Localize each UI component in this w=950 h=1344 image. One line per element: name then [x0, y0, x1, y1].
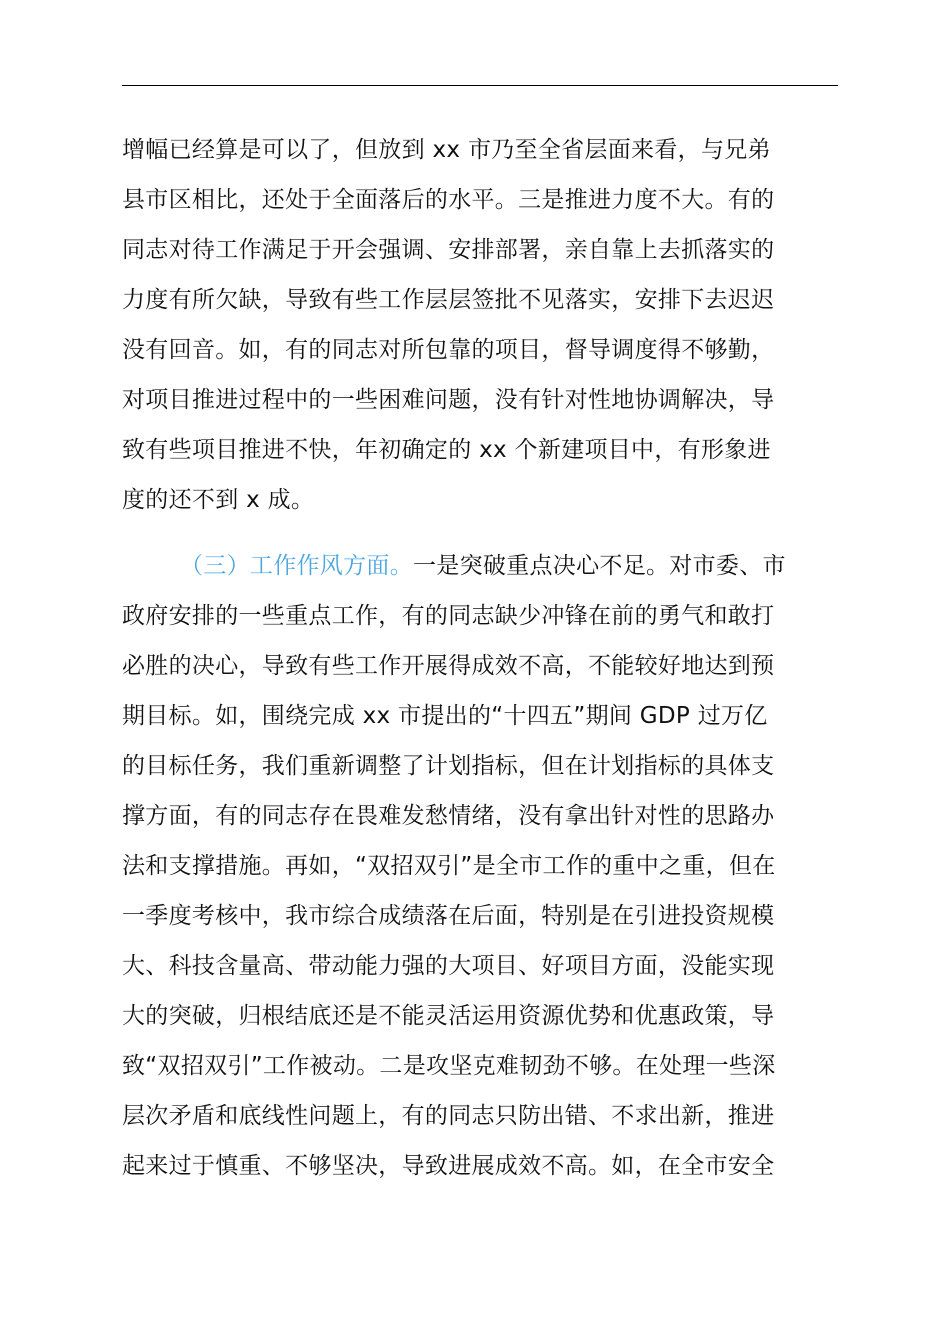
- text-line: 法和支撑措施。再如，“双招双引”是全市工作的重中之重，但在: [122, 853, 776, 879]
- text-line: 期目标。如，围绕完成 xx 市提出的“十四五”期间 GDP 过万亿: [122, 703, 768, 729]
- document-body: [122, 125, 838, 1191]
- text-line: 起来过于慎重、不够坚决，导致进展成效不高。如，在全市安全: [122, 1153, 775, 1179]
- text-line: 大、科技含量高、带动能力强的大项目、好项目方面，没能实现: [122, 953, 775, 979]
- section-heading: （三）工作作风方面。: [180, 553, 413, 579]
- header-rule: [122, 85, 838, 86]
- text-line: 致有些项目推进不快，年初确定的 xx 个新建项目中，有形象进: [122, 437, 771, 463]
- text-line-first: [122, 541, 838, 591]
- text-line: 增幅已经算是可以了，但放到 xx 市乃至全省层面来看，与兄弟: [122, 137, 771, 163]
- text-line: 没有回音。如，有的同志对所包靠的项目，督导调度得不够勤，: [122, 337, 775, 363]
- text-line: 力度有所欠缺，导致有些工作层层签批不见落实，安排下去迟迟: [122, 287, 775, 313]
- text-line: 大的突破，归根结底还是不能灵活运用资源优势和优惠政策，导: [122, 1003, 775, 1029]
- text-line: 县市区相比，还处于全面落后的水平。三是推进力度不大。有的: [122, 187, 775, 213]
- text-line: 同志对待工作满足于开会强调、安排部署，亲自靠上去抓落实的: [122, 237, 775, 263]
- text-line: 必胜的决心，导致有些工作开展得成效不高，不能较好地达到预: [122, 653, 775, 679]
- text-line: 政府安排的一些重点工作，有的同志缺少冲锋在前的勇气和敢打: [122, 603, 775, 629]
- text-line: 撑方面，有的同志存在畏难发愁情绪，没有拿出针对性的思路办: [122, 803, 775, 829]
- text-line: 致“双招双引”工作被动。二是攻坚克难韧劲不够。在处理一些深: [122, 1053, 776, 1079]
- text-line: 对项目推进过程中的一些困难问题，没有针对性地协调解决，导: [122, 387, 775, 413]
- paragraph-2: [122, 541, 838, 1191]
- text-line: 度的还不到 x 成。: [122, 487, 315, 513]
- text-line: 一季度考核中，我市综合成绩落在后面，特别是在引进投资规模: [122, 903, 775, 929]
- text-run: 一是突破重点决心不足。对市委、市: [413, 553, 786, 579]
- text-line: 的目标任务，我们重新调整了计划指标，但在计划指标的具体支: [122, 753, 775, 779]
- text-line: 层次矛盾和底线性问题上，有的同志只防出错、不求出新，推进: [122, 1103, 775, 1129]
- paragraph-1: [122, 125, 838, 525]
